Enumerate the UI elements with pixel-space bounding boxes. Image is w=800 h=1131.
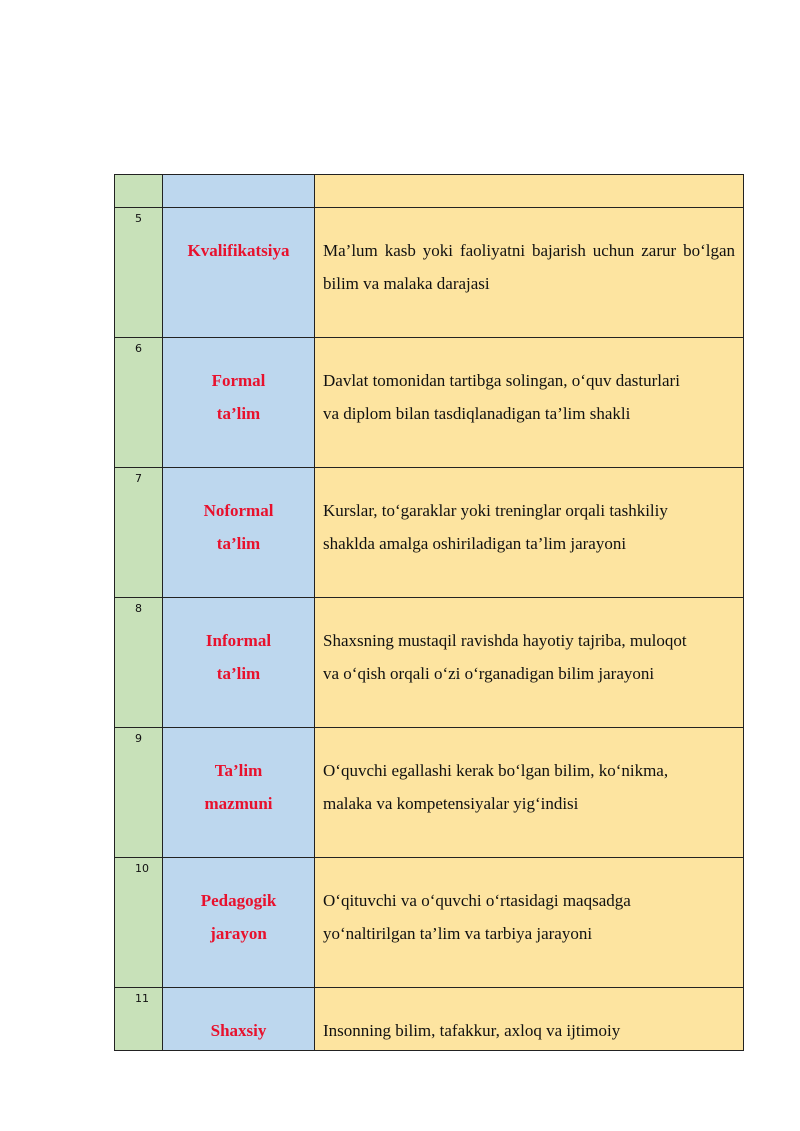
definition-line: shaklda amalga oshiriladigan ta’lim jarayoni <box>323 534 627 553</box>
term-cell <box>163 858 315 988</box>
row-number-cell <box>115 338 163 468</box>
term-cell <box>163 468 315 598</box>
term <box>163 468 314 560</box>
term-line: Informal <box>205 631 272 650</box>
definition <box>315 988 743 1047</box>
definition-cell <box>315 208 744 338</box>
term <box>163 598 314 690</box>
table-row <box>115 338 744 468</box>
definition-line: va o‘qish orqali o‘zi o‘rganadigan bilim jarayoni <box>323 664 655 683</box>
table-row <box>115 988 744 1051</box>
term-cell <box>163 598 315 728</box>
definition-line: yo‘naltirilgan ta’lim va tarbiya jarayoni <box>323 924 593 943</box>
term-line: Ta’lim <box>214 761 263 780</box>
row-number-cell <box>115 728 163 858</box>
row-number: 10 <box>135 862 149 875</box>
term-line: mazmuni <box>204 794 273 813</box>
definition-cell <box>315 728 744 858</box>
term-cell <box>163 728 315 858</box>
definition-line: O‘qituvchi va o‘quvchi o‘rtasidagi maqsadga <box>323 891 631 910</box>
table-row <box>115 598 744 728</box>
definition <box>315 858 743 950</box>
table-row <box>115 858 744 988</box>
definition <box>315 598 743 690</box>
definition <box>315 468 743 560</box>
term-line: ta’lim <box>216 534 261 553</box>
term <box>163 208 314 267</box>
row-number-cell <box>115 468 163 598</box>
term <box>163 728 314 820</box>
definition <box>315 728 743 820</box>
definition-line: Shaxsning mustaqil ravishda hayotiy tajriba, muloqot <box>323 631 687 650</box>
definition-cell <box>315 598 744 728</box>
definition: Ma’lum kasb yoki faoliyatni bajarish uchun zarur bo‘lgan bilim va malaka darajasi <box>323 241 735 293</box>
term-line: Pedagogik <box>200 891 277 910</box>
term <box>163 338 314 430</box>
table-header-row <box>115 175 744 208</box>
term <box>163 988 314 1047</box>
header-term-cell <box>163 175 315 208</box>
term <box>163 858 314 950</box>
definition-cell <box>315 468 744 598</box>
definition-line: Insonning bilim, tafakkur, axloq va ijtimoiy <box>323 1021 621 1040</box>
term-line: Noformal <box>203 501 274 520</box>
header-definition-cell <box>315 175 744 208</box>
definition <box>315 338 743 430</box>
header-num-cell <box>115 175 163 208</box>
term-cell <box>163 208 315 338</box>
row-number: 5 <box>135 212 142 225</box>
definition-line: Kurslar, to‘garaklar yoki treninglar orqali tashkiliy <box>323 501 668 520</box>
term-cell <box>163 988 315 1051</box>
row-number: 8 <box>135 602 142 615</box>
term-cell <box>163 338 315 468</box>
definition-cell <box>315 858 744 988</box>
definition-line: va diplom bilan tasdiqlanadigan ta’lim shakli <box>323 404 631 423</box>
definition-line: malaka va kompetensiyalar yig‘indisi <box>323 794 579 813</box>
definition-line: Davlat tomonidan tartibga solingan, o‘quv dasturlari <box>323 371 680 390</box>
row-number: 9 <box>135 732 142 745</box>
row-number-cell <box>115 208 163 338</box>
row-number: 7 <box>135 472 142 485</box>
row-number-cell <box>115 858 163 988</box>
definition-line: O‘quvchi egallashi kerak bo‘lgan bilim, ko‘nikma, <box>323 761 669 780</box>
term-line: ta’lim <box>216 404 261 423</box>
table-row <box>115 728 744 858</box>
glossary-table <box>114 174 744 1051</box>
definition-cell <box>315 338 744 468</box>
term-line: Kvalifikatsiya <box>187 241 290 260</box>
row-number: 6 <box>135 342 142 355</box>
term-line: jarayon <box>210 924 267 943</box>
term-line: Shaxsiy <box>210 1021 267 1040</box>
row-number-cell <box>115 598 163 728</box>
table-row <box>115 468 744 598</box>
row-number: 11 <box>135 992 149 1005</box>
table-row <box>115 208 744 338</box>
row-number-cell <box>115 988 163 1051</box>
definition-cell <box>315 988 744 1051</box>
term-line: Formal <box>211 371 266 390</box>
term-line: ta’lim <box>216 664 261 683</box>
